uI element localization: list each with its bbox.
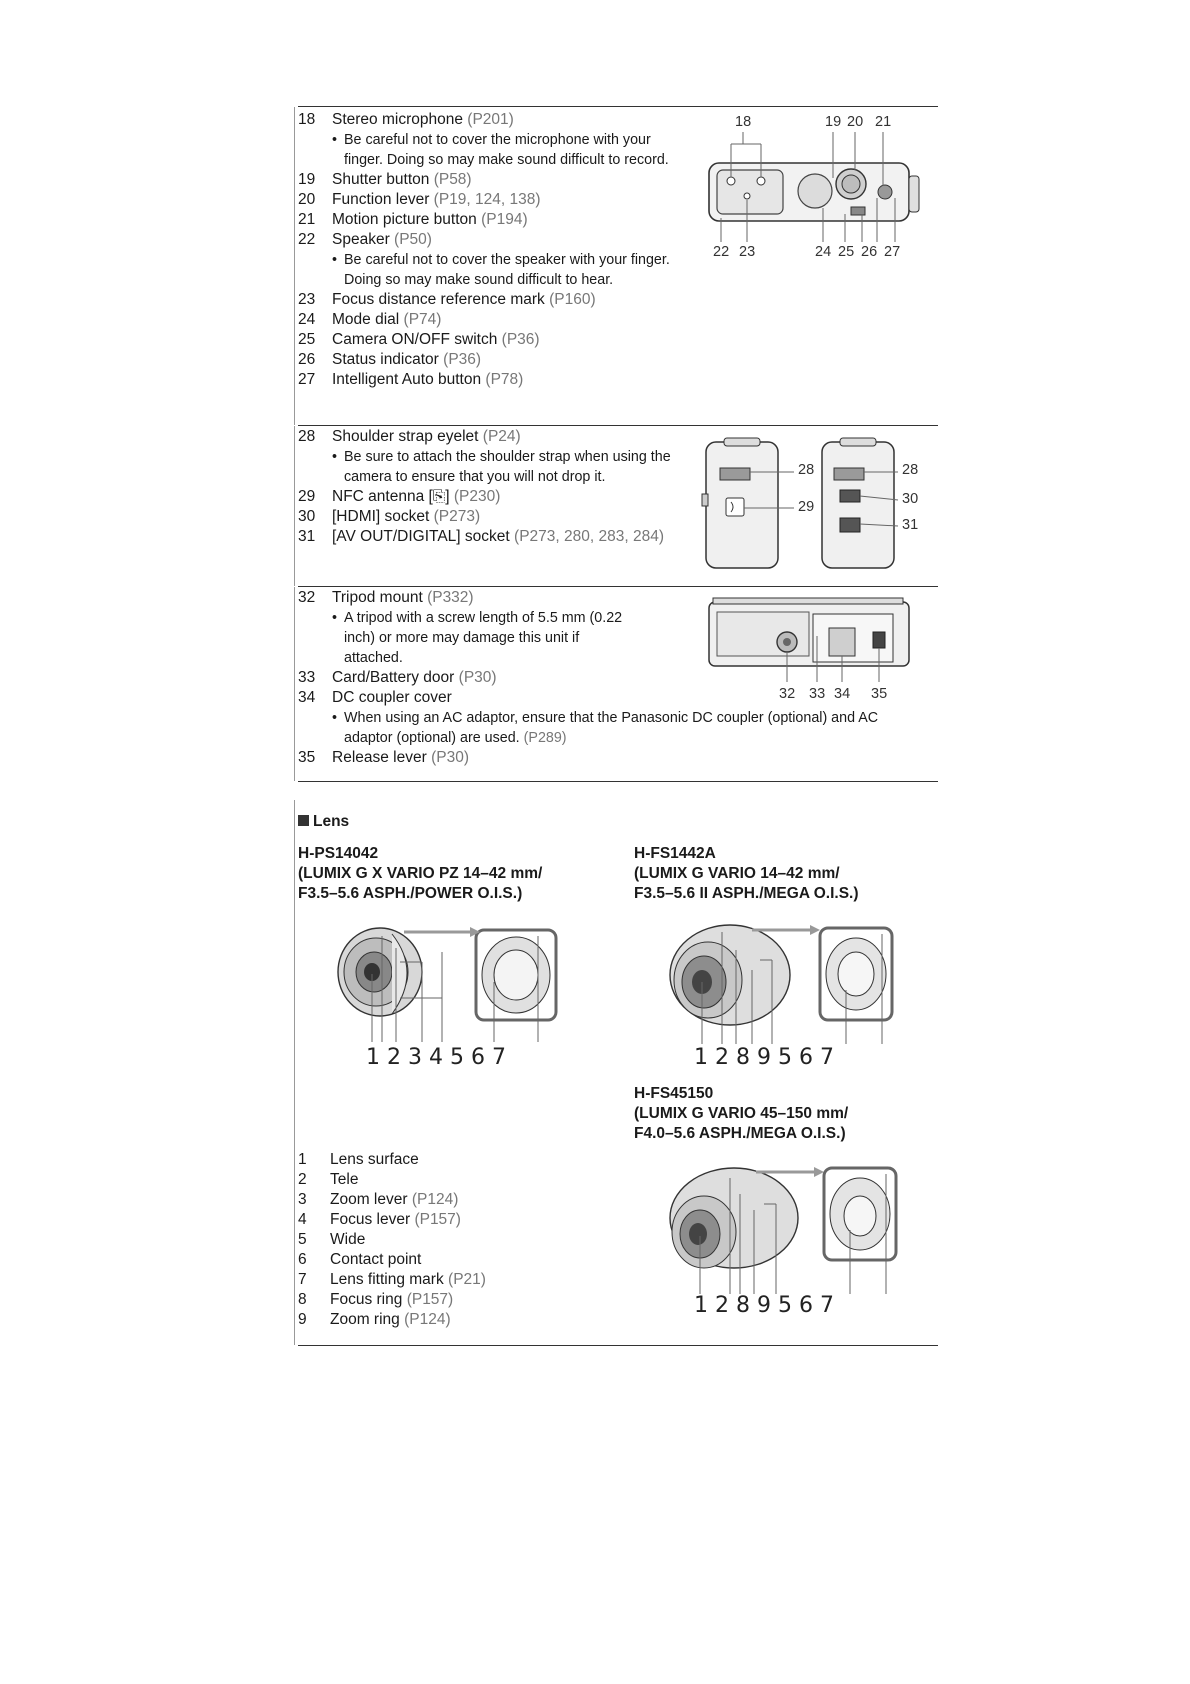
lens3-callout-numbers: 1 2 8 9 5 6 7 (694, 1293, 834, 1318)
figure-label: 33 (809, 686, 826, 702)
part-name: Shutter button (332, 171, 430, 188)
part-name: Function lever (332, 191, 430, 208)
part-item-32 (298, 588, 678, 608)
part-item-23 (298, 290, 678, 310)
part-number: 1 (298, 1151, 307, 1168)
page-ref: (P230) (453, 488, 501, 505)
page-ref: (P36) (501, 331, 540, 348)
page-ref: (P78) (485, 371, 524, 388)
part-number: 5 (298, 1231, 307, 1248)
part-number: 35 (298, 749, 316, 766)
part-name: [HDMI] socket (332, 508, 430, 525)
part-name: Release lever (332, 749, 427, 766)
lens1-description: (LUMIX G X VARIO PZ 14–42 mm/ F3.5–5.6 ASPH./POWER O.I.S.) (298, 865, 543, 902)
part-number: 28 (298, 428, 316, 445)
part-number: 3 (298, 1191, 307, 1208)
top-view-parts-list (298, 110, 678, 390)
part-name: Lens fitting mark (330, 1271, 444, 1288)
figure-label: 25 (838, 244, 855, 260)
part-note: • Be sure to attach the shoulder strap when using the camera to ensure that you will not drop it. (332, 447, 678, 487)
part-number: 18 (298, 111, 316, 128)
lens-heading-text: Lens (313, 813, 350, 830)
part-item-30 (298, 507, 678, 527)
figure-label: 18 (735, 114, 752, 130)
part-note (332, 708, 884, 748)
part-name: [AV OUT/DIGITAL] socket (332, 528, 510, 545)
part-number: 26 (298, 351, 316, 368)
part-number: 8 (298, 1291, 307, 1308)
page-ref: (P24) (482, 428, 521, 445)
lens3-description: (LUMIX G VARIO 45–150 mm/ F4.0–5.6 ASPH./MEGA O.I.S.) (634, 1105, 849, 1142)
part-name: NFC antenna [⎘] (332, 488, 450, 505)
part-name: Stereo microphone (332, 111, 463, 128)
figure-label: 28 (902, 462, 919, 478)
part-item-20 (298, 190, 678, 210)
section-rule (298, 586, 938, 587)
figure-label: 31 (902, 517, 919, 533)
lens3-illustration (660, 1160, 910, 1310)
lens1-model: H-PS14042 (298, 845, 379, 862)
part-name: Zoom ring (330, 1311, 400, 1328)
part-name: Status indicator (332, 351, 439, 368)
camera-top-view-figure (705, 114, 935, 270)
margin-rule (294, 587, 295, 781)
figure-label: 24 (815, 244, 832, 260)
part-number: 30 (298, 508, 316, 525)
part-number: 22 (298, 231, 316, 248)
figure-label: 23 (739, 244, 756, 260)
part-number: 20 (298, 191, 316, 208)
part-name: Wide (330, 1231, 366, 1248)
page-ref: (P332) (427, 589, 474, 606)
part-item-24 (298, 310, 678, 330)
page-ref: (P19, 124, 138) (433, 191, 541, 208)
margin-rule (294, 426, 295, 586)
margin-rule (294, 800, 295, 1345)
figure-label: 28 (798, 462, 815, 478)
part-number: 33 (298, 669, 316, 686)
part-number: 32 (298, 589, 316, 606)
part-number: 25 (298, 331, 316, 348)
figure-label: 34 (834, 686, 851, 702)
part-name: Tele (330, 1171, 359, 1188)
page-ref: (P21) (448, 1271, 486, 1288)
page-ref: (P194) (481, 211, 528, 228)
part-number: 34 (298, 689, 316, 706)
part-item-21 (298, 210, 678, 230)
section-rule (298, 781, 938, 782)
part-item-28 (298, 427, 678, 447)
lens-heading (298, 812, 349, 832)
figure-label: 22 (713, 244, 730, 260)
square-bullet-icon (298, 815, 309, 826)
part-number: 31 (298, 528, 316, 545)
lens2-description: (LUMIX G VARIO 14–42 mm/ F3.5–5.6 II ASPH./MEGA O.I.S.) (634, 865, 859, 902)
part-number: 2 (298, 1171, 307, 1188)
part-item-31 (298, 527, 678, 547)
figure-label: 19 (825, 114, 842, 130)
part-name: Lens surface (330, 1151, 419, 1168)
lens-part-item (298, 1250, 618, 1270)
lens-part-item (298, 1150, 618, 1170)
part-item-26 (298, 350, 678, 370)
section-rule (298, 425, 938, 426)
lens-part-item (298, 1310, 618, 1330)
page-ref: (P160) (549, 291, 596, 308)
page-ref: (P289) (523, 730, 567, 746)
page-ref: (P30) (431, 749, 469, 766)
lens2-figure (660, 920, 910, 1070)
part-number: 23 (298, 291, 316, 308)
part-number: 9 (298, 1311, 307, 1328)
part-number: 27 (298, 371, 316, 388)
part-item-34 (298, 688, 678, 708)
part-number: 21 (298, 211, 316, 228)
camera-side-views-figure (700, 432, 936, 572)
part-number: 24 (298, 311, 316, 328)
part-item-29 (298, 487, 678, 507)
lens2-model: H-FS1442A (634, 845, 716, 862)
part-number: 6 (298, 1251, 307, 1268)
part-item-25 (298, 330, 678, 350)
lens3-figure (660, 1160, 910, 1318)
part-item-35 (298, 748, 678, 768)
lens2-callout-numbers: 1 2 8 9 5 6 7 (694, 1045, 834, 1070)
section-rule (298, 106, 938, 107)
camera-bottom-view-figure (705, 596, 935, 708)
part-number: 4 (298, 1211, 307, 1228)
figure-label: 21 (875, 114, 892, 130)
lens-part-item (298, 1270, 618, 1290)
figure-label: 35 (871, 686, 888, 702)
figure-label: 29 (798, 499, 815, 515)
part-name: Motion picture button (332, 211, 477, 228)
part-name: Zoom lever (330, 1191, 408, 1208)
margin-rule (294, 107, 295, 425)
part-name: Speaker (332, 231, 390, 248)
figure-label: 20 (847, 114, 864, 130)
section-rule (298, 1345, 938, 1346)
lens-part-item (298, 1170, 618, 1190)
page-ref: (P30) (458, 669, 497, 686)
figure-label: 26 (861, 244, 878, 260)
part-number: 19 (298, 171, 316, 188)
lens-part-item (298, 1290, 618, 1310)
part-name: Focus distance reference mark (332, 291, 545, 308)
page-ref: (P36) (443, 351, 482, 368)
page-ref: (P273, 280, 283, 284) (514, 528, 664, 545)
part-note: • Be careful not to cover the microphone with your finger. Doing so may make sound difficult to record. (332, 130, 678, 170)
page-ref: (P157) (414, 1211, 461, 1228)
part-item-27 (298, 370, 678, 390)
part-name: DC coupler cover (332, 689, 452, 706)
part-name: Mode dial (332, 311, 400, 328)
figure-label: 30 (902, 491, 919, 507)
part-item-33 (298, 668, 678, 688)
page-ref: (P201) (467, 111, 514, 128)
part-name: Card/Battery door (332, 669, 455, 686)
lens-part-item (298, 1190, 618, 1210)
part-name: Shoulder strap eyelet (332, 428, 479, 445)
page-ref: (P124) (411, 1191, 459, 1208)
lens1-figure (330, 922, 580, 1072)
camera-side-views-illustration (700, 432, 936, 572)
page-ref: (P157) (406, 1291, 454, 1308)
figure-label: 27 (884, 244, 901, 260)
part-item-18 (298, 110, 678, 130)
part-name: Tripod mount (332, 589, 423, 606)
lens-parts-list (298, 1150, 618, 1330)
page-ref: (P124) (404, 1311, 451, 1328)
page-ref: (P58) (433, 171, 472, 188)
page-ref: (P273) (433, 508, 481, 525)
part-name: Intelligent Auto button (332, 371, 482, 388)
note-text: When using an AC adaptor, ensure that the Panasonic DC coupler (optional) and AC adaptor (optional) are used. (344, 710, 879, 746)
part-item-19 (298, 170, 678, 190)
part-name: Focus lever (330, 1211, 411, 1228)
part-item-22 (298, 230, 678, 250)
part-note: • Be careful not to cover the speaker with your finger. Doing so may make sound difficult to hear. (332, 250, 678, 290)
lens3-model: H-FS45150 (634, 1085, 714, 1102)
page-ref: (P74) (403, 311, 442, 328)
part-name: Contact point (330, 1251, 422, 1268)
side-view-parts-list (298, 427, 678, 547)
figure-label: 32 (779, 686, 796, 702)
part-number: 7 (298, 1271, 307, 1288)
page-ref: (P50) (394, 231, 432, 248)
lens1-callout-numbers: 1 2 3 4 5 6 7 (366, 1045, 506, 1070)
part-name: Focus ring (330, 1291, 403, 1308)
lens-part-item (298, 1230, 618, 1250)
part-note: • A tripod with a screw length of 5.5 mm (0.22 inch) or more may damage this unit if attached. (332, 608, 634, 668)
part-name: Camera ON/OFF switch (332, 331, 498, 348)
part-number: 29 (298, 488, 316, 505)
lens-part-item (298, 1210, 618, 1230)
